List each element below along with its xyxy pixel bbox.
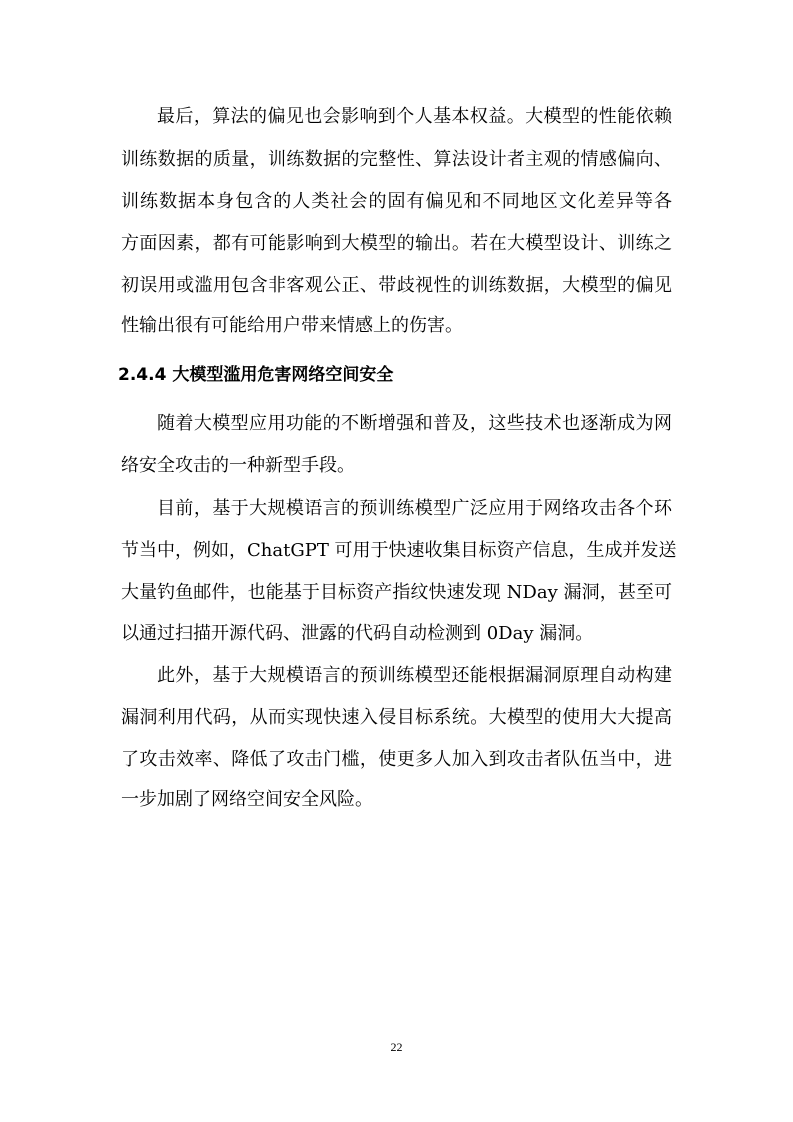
paragraph-line: 性输出很有可能给用户带来情感上的伤害。 bbox=[121, 315, 463, 336]
paragraph-line: 方面因素，都有可能影响到大模型的输出。若在大模型设计、训练之 bbox=[121, 233, 672, 254]
paragraph-line: 此外，基于大规模语言的预训练模型还能根据漏洞原理自动构建 bbox=[157, 665, 672, 686]
paragraph-line: 大量钓鱼邮件，也能基于目标资产指纹快速发现 NDay 漏洞，甚至可 bbox=[121, 582, 672, 603]
paragraph-line: 初误用或滥用包含非客观公正、带歧视性的训练数据，大模型的偏见 bbox=[121, 275, 672, 296]
paragraph-line: 漏洞利用代码，从而实现快速入侵目标系统。大模型的使用大大提高 bbox=[121, 707, 672, 728]
paragraph-line: 络安全攻击的一种新型手段。 bbox=[121, 455, 355, 476]
paragraph-line: 最后，算法的偏见也会影响到个人基本权益。大模型的性能依赖 bbox=[157, 106, 672, 127]
paragraph-line: 节当中，例如，ChatGPT 可用于快速收集目标资产信息，生成并发送 bbox=[121, 540, 677, 561]
paragraph-line: 了攻击效率、降低了攻击门槛，使更多人加入到攻击者队伍当中，进 bbox=[121, 749, 672, 770]
paragraph-line: 以通过扫描开源代码、泄露的代码自动检测到 0Day 漏洞。 bbox=[121, 623, 594, 644]
paragraph-line: 随着大模型应用功能的不断增强和普及，这些技术也逐渐成为网 bbox=[157, 413, 672, 434]
paragraph-line: 训练数据本身包含的人类社会的固有偏见和不同地区文化差异等各 bbox=[121, 191, 672, 212]
paragraph-line: 目前，基于大规模语言的预训练模型广泛应用于网络攻击各个环 bbox=[157, 498, 672, 519]
page-number: 22 bbox=[390, 1040, 403, 1054]
section-heading: 2.4.4 大模型滥用危害网络空间安全 bbox=[118, 365, 394, 385]
paragraph-line: 训练数据的质量，训练数据的完整性、算法设计者主观的情感偏向、 bbox=[121, 149, 672, 170]
paragraph-line: 一步加剧了网络空间安全风险。 bbox=[121, 789, 373, 810]
